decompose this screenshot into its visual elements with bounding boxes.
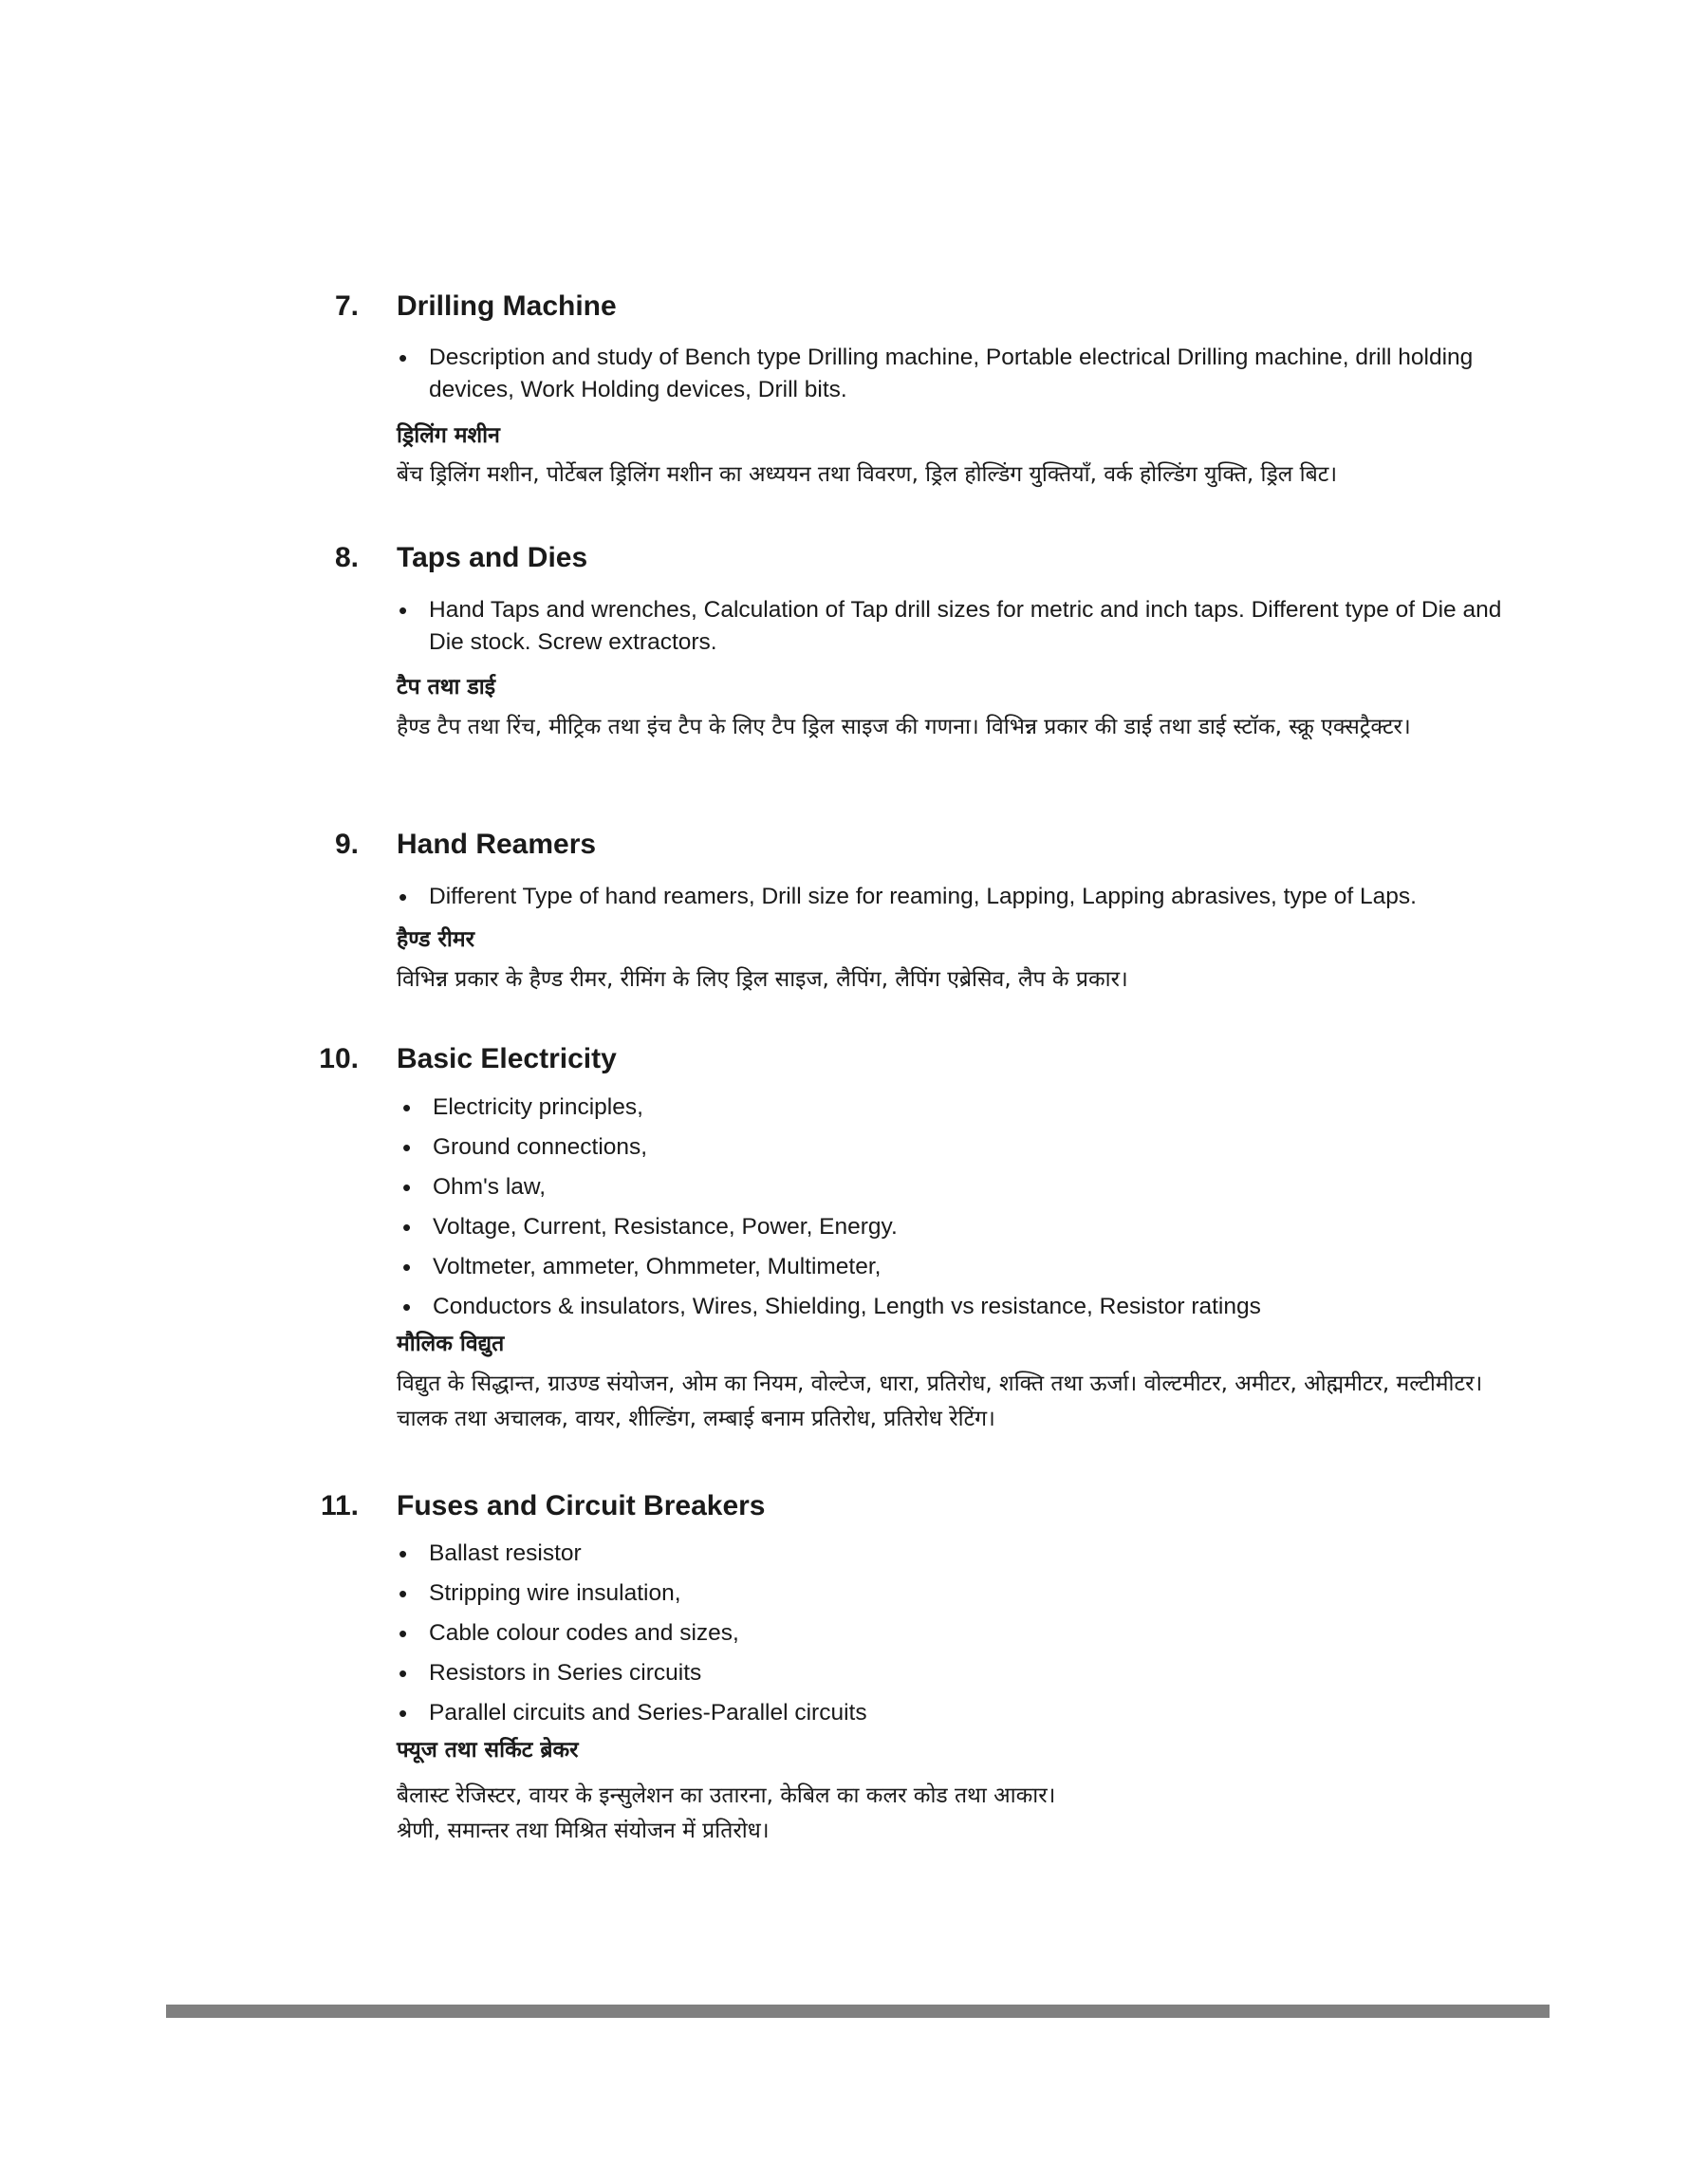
hindi-paragraph: हैण्ड टैप तथा रिंच, मीट्रिक तथा इंच टैप के लिए टैप ड्रिल साइज की गणना। विभिन्न प्रकार की डाई तथा डाई स्टॉक, स्क्रू एक्सट्रैक्टर। <box>397 715 1411 739</box>
section-number: 9. <box>334 829 359 860</box>
list-item: • Voltmeter, ammeter, Ohmmeter, Multimeter, <box>400 1247 1520 1287</box>
list-item: • Voltage, Current, Resistance, Power, Energy. <box>400 1207 1520 1247</box>
hindi-text <box>397 962 1507 998</box>
section-number: 10. <box>319 1043 359 1074</box>
list-item: • Electricity principles, <box>400 1088 1520 1128</box>
hindi-title: मौलिक विद्युत <box>397 1332 505 1356</box>
list-item: • Ground connections, <box>400 1128 1520 1167</box>
bullet-list <box>400 1088 1520 1327</box>
hindi-text <box>397 710 1507 745</box>
list-item: • Ohm's law, <box>400 1167 1520 1207</box>
bullet-list <box>397 594 1516 659</box>
hindi-paragraph: बेंच ड्रिलिंग मशीन, पोर्टेबल ड्रिलिंग मशीन का अध्ययन तथा विवरण, ड्रिल होल्डिंग युक्तियाँ, वर्क होल्डिंग युक्ति, ड्रिल बिट। <box>397 462 1338 487</box>
hindi-title: टैप तथा डाई <box>397 675 495 700</box>
bullet-list <box>397 1534 1516 1733</box>
list-item: • Description and study of Bench type Drilling machine, Portable electrical Drilling machine, drill holding devices, Work Holding devices, Drill bits. <box>397 342 1488 406</box>
hindi-paragraph: बैलास्ट रेजिस्टर, वायर के इन्सुलेशन का उतारना, केबिल का कलर कोड तथा आकार। <box>397 1783 1056 1808</box>
footer-divider <box>166 2005 1550 2018</box>
hindi-paragraph: विभिन्न प्रकार के हैण्ड रीमर, रीमिंग के लिए ड्रिल साइज, लैपिंग, लैपिंग एब्रेसिव, लैप के प्रकार। <box>397 967 1128 992</box>
bullet-list <box>397 342 1488 406</box>
section-number: 11. <box>320 1490 359 1521</box>
hindi-title: हैण्ड रीमर <box>397 927 474 952</box>
section-number: 7. <box>334 290 359 322</box>
hindi-text <box>397 457 1507 493</box>
section-number: 8. <box>334 542 359 573</box>
bullet-list <box>397 881 1516 913</box>
section-title: Basic Electricity <box>397 1043 617 1074</box>
list-item: • Hand Taps and wrenches, Calculation of Tap drill sizes for metric and inch taps. Different type of Die and Die stock. Screw extractors. <box>397 594 1516 659</box>
hindi-text <box>397 1779 1507 1849</box>
list-item: • Parallel circuits and Series-Parallel circuits <box>397 1693 1516 1733</box>
list-item: • Cable colour codes and sizes, <box>397 1614 1516 1653</box>
list-item: • Different Type of hand reamers, Drill size for reaming, Lapping, Lapping abrasives, type of Laps. <box>397 881 1516 913</box>
hindi-text <box>397 1367 1507 1437</box>
section-title: Hand Reamers <box>397 829 597 860</box>
hindi-title: ड्रिलिंग मशीन <box>397 423 500 448</box>
list-item: • Stripping wire insulation, <box>397 1574 1516 1614</box>
hindi-paragraph: विद्युत के सिद्धान्त, ग्राउण्ड संयोजन, ओम का नियम, वोल्टेज, धारा, प्रतिरोध, शक्ति तथा ऊर्जा। वोल्टमीटर, अमीटर, ओह्ममीटर, मल्टीमीटर। चालक तथा अचालक, वायर, शील्डिंग, लम्बाई बनाम प्रतिरोध, प्रतिरोध रेटिंग। <box>397 1371 1483 1431</box>
list-item: • Conductors & insulators, Wires, Shielding, Length vs resistance, Resistor ratings <box>400 1287 1520 1327</box>
hindi-title: फ्यूज तथा सर्किट ब्रेकर <box>397 1738 579 1763</box>
list-item: • Resistors in Series circuits <box>397 1653 1516 1693</box>
section-title: Fuses and Circuit Breakers <box>397 1490 766 1521</box>
hindi-paragraph: श्रेणी, समान्तर तथा मिश्रित संयोजन में प्रतिरोध। <box>397 1819 770 1843</box>
section-title: Drilling Machine <box>397 290 617 322</box>
list-item: • Ballast resistor <box>397 1534 1516 1574</box>
section-title: Taps and Dies <box>397 542 588 573</box>
